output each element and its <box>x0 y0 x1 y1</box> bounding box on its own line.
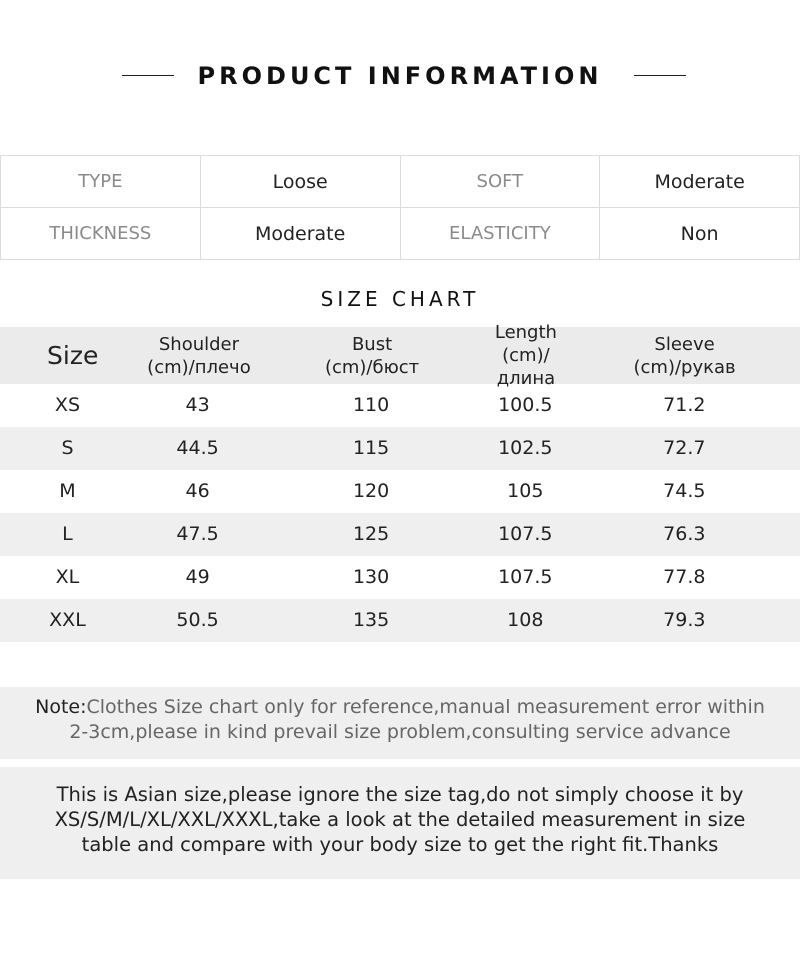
info-row <box>1 156 800 208</box>
cell-sleeve: 79.3 <box>663 609 706 631</box>
product-info-header <box>0 58 800 94</box>
info-value-elasticity: Non <box>600 208 800 260</box>
cell-sleeve: 74.5 <box>663 480 706 502</box>
info-value-type: Loose <box>200 156 400 208</box>
info-value-soft: Moderate <box>600 156 800 208</box>
cell-sleeve: 72.7 <box>663 437 706 459</box>
asian-text-2: XS/S/M/L/XL/XXL/XXXL,take a look at the detailed measurement in size <box>54 808 746 831</box>
asian-text-3: table and compare with your body size to get the right fit.Thanks <box>81 833 719 856</box>
cell-length: 108 <box>507 609 544 631</box>
header-shoulder-line2: (cm)/плечо <box>147 356 251 378</box>
cell-size: L <box>62 523 73 545</box>
cell-sleeve: 76.3 <box>663 523 706 545</box>
cell-sleeve: 71.2 <box>663 394 706 416</box>
info-key-elasticity: ELASTICITY <box>400 208 600 260</box>
header-bust-line2: (cm)/бюст <box>324 356 420 378</box>
cell-shoulder: 49 <box>185 566 210 588</box>
cell-shoulder: 47.5 <box>176 523 219 545</box>
page-title: PRODUCT INFORMATION <box>197 62 603 90</box>
cell-shoulder: 44.5 <box>176 437 219 459</box>
size-chart-header-row <box>0 322 800 389</box>
table-row <box>0 470 800 513</box>
cell-shoulder: 50.5 <box>176 609 219 631</box>
cell-size: XS <box>54 394 80 416</box>
cell-length: 107.5 <box>498 566 553 588</box>
asian-size-notice <box>0 767 800 879</box>
header-length-line1: Length <box>494 322 557 343</box>
cell-bust: 115 <box>352 437 390 459</box>
cell-sleeve: 77.8 <box>663 566 706 588</box>
header-sleeve-line2: (cm)/рукав <box>633 356 736 378</box>
cell-shoulder: 43 <box>185 394 210 416</box>
cell-bust: 130 <box>352 566 390 588</box>
header-bust-line1: Bust <box>351 333 393 355</box>
note-text-2: 2-3cm,please in kind prevail size problem,consulting service advance <box>69 721 731 743</box>
note-text-1: Clothes Size chart only for reference,manual measurement error within <box>86 696 765 718</box>
info-key-type: TYPE <box>1 156 201 208</box>
table-row <box>0 427 800 470</box>
title-divider-right <box>634 75 686 76</box>
header-size: Size <box>47 341 99 370</box>
note-label: Note: <box>35 696 87 718</box>
table-row <box>0 384 800 427</box>
size-chart-title: SIZE CHART <box>320 287 480 311</box>
cell-size: S <box>61 437 74 459</box>
header-bust <box>261 333 482 379</box>
cell-bust: 120 <box>352 480 390 502</box>
cell-bust: 125 <box>352 523 390 545</box>
header-shoulder-line1: Shoulder <box>158 333 240 355</box>
cell-bust: 135 <box>352 609 390 631</box>
header-length <box>483 321 570 390</box>
header-sleeve <box>569 333 800 379</box>
size-chart-table <box>0 322 800 642</box>
info-row <box>1 208 800 260</box>
info-key-thickness: THICKNESS <box>1 208 201 260</box>
table-row <box>0 599 800 642</box>
asian-text-1: This is Asian size,please ignore the size tag,do not simply choose it by <box>56 783 744 806</box>
header-sleeve-line1: Sleeve <box>654 333 715 355</box>
cell-shoulder: 46 <box>185 480 210 502</box>
cell-size: XL <box>55 566 80 588</box>
table-row <box>0 556 800 599</box>
table-row <box>0 513 800 556</box>
cell-length: 105 <box>507 480 544 502</box>
cell-size: XXL <box>49 609 86 631</box>
size-note <box>0 687 800 759</box>
cell-length: 102.5 <box>498 437 553 459</box>
cell-size: M <box>59 480 76 502</box>
cell-length: 107.5 <box>498 523 553 545</box>
header-length-line2: (cm)/длина <box>496 345 556 389</box>
header-shoulder <box>136 333 261 379</box>
product-info-table <box>0 155 800 260</box>
note-line-1 <box>0 695 800 720</box>
cell-bust: 110 <box>352 394 390 416</box>
info-value-thickness: Moderate <box>200 208 400 260</box>
info-key-soft: SOFT <box>400 156 600 208</box>
cell-length: 100.5 <box>498 394 553 416</box>
